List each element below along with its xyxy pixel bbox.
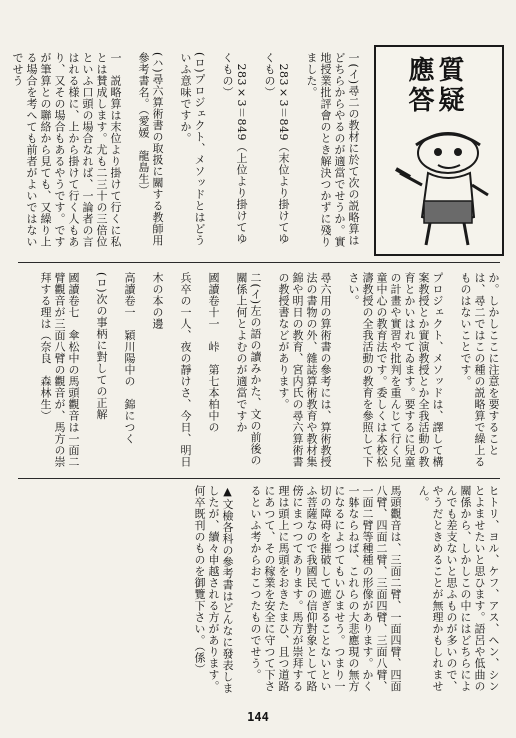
question-answer-top-column: 一(イ)尋二の教材に於て次の説略算はどちらからやるのが適當でせうか。實地授業批評會のとき解決つかずに殘りました。 283×3＝849（末位より掛けてゆくもの） 283×3＝849（上位より掛けてゆくもの） (ロ)プロジェクト、メソッドとはどういふ意味ですか。 (ハ)尋六算術書の取扱に關する教師用參考書名。（愛媛 龍島生） 一 説略算は末位より掛けて行くに私とは賛成します。尤も二三十の三倍位といふ口頭の場合なれば、一論者の言はれる様に、上から掛けて行く人もあり、又その場合もあるやうです。ですが筆算との聯絡から見ても、又繰り上る場合を考へても前者がよいではないでせう <box>11 52 360 248</box>
page-number: 144 <box>247 710 269 724</box>
cartoon-figure-illustration <box>386 125 496 250</box>
section-title: 質疑 應答 <box>404 56 464 116</box>
question-answer-middle-column: か。しかしここに注意を要することは、尋二ではこの種の説略算で繰上るものはないことです。 プロジェクト、メソッドは、譯して構案教授とか實演教授とか全我活動の教育とかいはれてゐます。要するに兒童の計畫や實習や批判を重んじて行く兒童中心の教育法です。委しくは本校松濤教授の全我活動の教育を參照して下さい。 尋六用の算術書の參考には、算術教授法の書物の外、雜誌算術教育や教材集錦や明日の教育、宮内氏の尋六算術書の教授書などがあります。 二(イ)左の語の讀みかた、文の前後の關係上何とよむのが適當ですか 國讀卷十一 峠 第七本柏中の 兵卒の一人、夜の靜けさ、今日、明日 木の本の邊 高讀卷一 穎川陽中の 錦につく (ロ)次の事柄に對しての正解 國讀卷七 傘松中の馬頭觀音は一面二臂觀音が三面八臂の觀音が、馬方の崇拜する理は（奈良 森林生） <box>39 272 500 468</box>
question-answer-bottom-column: ヒトリ、ヨル、ケフ、アス、ヘン、シンとよませたいと思ひます。語呂や低曲の關係から、しかしこの中にはどちらによんでも差支ないと思ふものが多いので、やうだときめることが無理かもしれません。 馬頭觀音は、三面二臂、一面四臂、四面八臂、四面二臂、三面四臂、三面八臂、一面二臂等種種の形像があります。かく一躰ならねば、これらの大悲應現の無方になるによつてもいひませう。つまり一切の障碍を摧破して遮ぎることないといふ菩薩なので我國民の信仰對象として路傍にまつつてあります。馬方が崇拜する理は頭上に馬頭をおきたまひ、且つ道路にあつて、その稼業を安全に守つて下さるといふ考からおこつたものでせう。 ▲文檢各科の參考書はどんなに發表しましたが、續々申越される方があります。何卒既刊のものを御覽下さい。（係） <box>193 485 500 694</box>
divider-top <box>18 262 500 263</box>
divider-bottom <box>18 478 500 479</box>
